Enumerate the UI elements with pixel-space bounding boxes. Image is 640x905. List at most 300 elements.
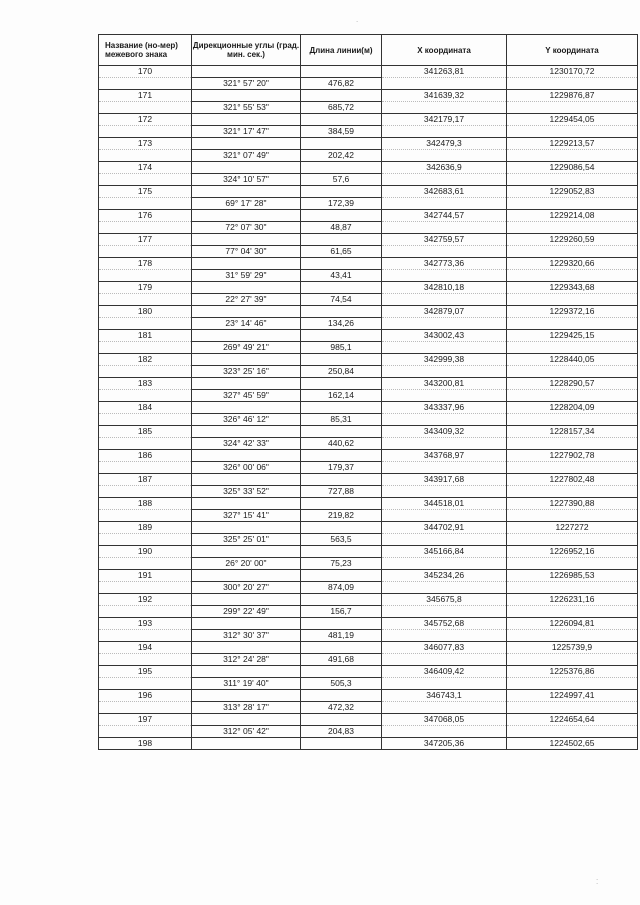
x-coordinate-cell: 342773,36 xyxy=(382,258,507,270)
empty-cell xyxy=(301,210,382,222)
header-length: Длина линии(м) xyxy=(301,35,382,66)
table-row-point xyxy=(99,162,638,174)
header-angle: Дирекционные углы (град. мин. сек.) xyxy=(192,35,301,66)
y-coordinate-cell: 1226952,16 xyxy=(507,546,638,558)
x-coordinate-cell: 343337,96 xyxy=(382,402,507,414)
y-coordinate-cell: 1229343,68 xyxy=(507,282,638,294)
empty-cell xyxy=(192,450,301,462)
empty-cell xyxy=(507,606,638,618)
empty-cell xyxy=(382,198,507,210)
empty-cell xyxy=(382,246,507,258)
empty-cell xyxy=(507,366,638,378)
x-coordinate-cell: 345166,84 xyxy=(382,546,507,558)
table-row-point xyxy=(99,282,638,294)
point-name-cell: 181 xyxy=(99,330,192,342)
empty-cell xyxy=(192,522,301,534)
direction-angle-cell: 311° 19' 40" xyxy=(192,678,301,690)
empty-cell xyxy=(99,534,192,546)
empty-cell xyxy=(301,138,382,150)
empty-cell xyxy=(382,78,507,90)
point-name-cell: 184 xyxy=(99,402,192,414)
direction-angle-cell: 23° 14' 46" xyxy=(192,318,301,330)
line-length-cell: 61,65 xyxy=(301,246,382,258)
header-y: Y координата xyxy=(507,35,638,66)
line-length-cell: 472,32 xyxy=(301,702,382,714)
x-coordinate-cell: 342759,57 xyxy=(382,234,507,246)
empty-cell xyxy=(507,558,638,570)
point-name-cell: 173 xyxy=(99,138,192,150)
empty-cell xyxy=(301,546,382,558)
table-row-point xyxy=(99,258,638,270)
y-coordinate-cell: 1229086,54 xyxy=(507,162,638,174)
point-name-cell: 178 xyxy=(99,258,192,270)
direction-angle-cell: 321° 55' 53" xyxy=(192,102,301,114)
empty-cell xyxy=(192,210,301,222)
direction-angle-cell: 327° 45' 59" xyxy=(192,390,301,402)
empty-cell xyxy=(192,642,301,654)
table-row-segment xyxy=(99,654,638,666)
x-coordinate-cell: 346743,1 xyxy=(382,690,507,702)
empty-cell xyxy=(192,258,301,270)
line-length-cell: 202,42 xyxy=(301,150,382,162)
table-row-segment xyxy=(99,510,638,522)
direction-angle-cell: 327° 15' 41" xyxy=(192,510,301,522)
empty-cell xyxy=(382,654,507,666)
empty-cell xyxy=(301,522,382,534)
direction-angle-cell: 312° 05' 42" xyxy=(192,726,301,738)
empty-cell xyxy=(301,714,382,726)
empty-cell xyxy=(99,294,192,306)
direction-angle-cell: 312° 24' 28" xyxy=(192,654,301,666)
empty-cell xyxy=(192,162,301,174)
empty-cell xyxy=(192,114,301,126)
direction-angle-cell: 313° 28' 17" xyxy=(192,702,301,714)
scan-speck: · xyxy=(356,18,359,26)
empty-cell xyxy=(507,726,638,738)
table-row-point xyxy=(99,642,638,654)
empty-cell xyxy=(99,318,192,330)
table-row-point xyxy=(99,570,638,582)
line-length-cell: 874,09 xyxy=(301,582,382,594)
empty-cell xyxy=(99,198,192,210)
table-header-row xyxy=(99,35,638,66)
empty-cell xyxy=(301,426,382,438)
direction-angle-cell: 326° 00' 06" xyxy=(192,462,301,474)
table-row-point xyxy=(99,378,638,390)
table-row-segment xyxy=(99,630,638,642)
line-length-cell: 491,68 xyxy=(301,654,382,666)
y-coordinate-cell: 1228204,09 xyxy=(507,402,638,414)
direction-angle-cell: 325° 25' 01" xyxy=(192,534,301,546)
y-coordinate-cell: 1224654,64 xyxy=(507,714,638,726)
y-coordinate-cell: 1229052,83 xyxy=(507,186,638,198)
empty-cell xyxy=(507,390,638,402)
table-row-point xyxy=(99,546,638,558)
empty-cell xyxy=(507,438,638,450)
x-coordinate-cell: 345675,8 xyxy=(382,594,507,606)
point-name-cell: 182 xyxy=(99,354,192,366)
direction-angle-cell: 312° 30' 37" xyxy=(192,630,301,642)
point-name-cell: 195 xyxy=(99,666,192,678)
line-length-cell: 505,3 xyxy=(301,678,382,690)
empty-cell xyxy=(507,342,638,354)
empty-cell xyxy=(99,150,192,162)
empty-cell xyxy=(382,366,507,378)
empty-cell xyxy=(301,498,382,510)
empty-cell xyxy=(507,270,638,282)
empty-cell xyxy=(99,390,192,402)
empty-cell xyxy=(192,90,301,102)
empty-cell xyxy=(382,438,507,450)
direction-angle-cell: 26° 20' 00" xyxy=(192,558,301,570)
table-row-point xyxy=(99,186,638,198)
direction-angle-cell: 323° 25' 16" xyxy=(192,366,301,378)
direction-angle-cell: 321° 17' 47" xyxy=(192,126,301,138)
empty-cell xyxy=(301,474,382,486)
x-coordinate-cell: 345752,68 xyxy=(382,618,507,630)
empty-cell xyxy=(507,78,638,90)
x-coordinate-cell: 347205,36 xyxy=(382,738,507,750)
line-length-cell: 134,26 xyxy=(301,318,382,330)
y-coordinate-cell: 1229372,16 xyxy=(507,306,638,318)
empty-cell xyxy=(301,282,382,294)
empty-cell xyxy=(99,606,192,618)
point-name-cell: 194 xyxy=(99,642,192,654)
point-name-cell: 198 xyxy=(99,738,192,750)
table-row-point xyxy=(99,66,638,78)
line-length-cell: 48,87 xyxy=(301,222,382,234)
boundary-coordinates-table xyxy=(98,34,638,750)
empty-cell xyxy=(382,222,507,234)
empty-cell xyxy=(507,510,638,522)
point-name-cell: 189 xyxy=(99,522,192,534)
empty-cell xyxy=(99,414,192,426)
y-coordinate-cell: 1224997,41 xyxy=(507,690,638,702)
empty-cell xyxy=(507,702,638,714)
point-name-cell: 174 xyxy=(99,162,192,174)
line-length-cell: 162,14 xyxy=(301,390,382,402)
empty-cell xyxy=(301,666,382,678)
table-row-segment xyxy=(99,486,638,498)
empty-cell xyxy=(99,462,192,474)
empty-cell xyxy=(192,234,301,246)
table-row-point xyxy=(99,690,638,702)
empty-cell xyxy=(301,402,382,414)
empty-cell xyxy=(301,618,382,630)
empty-cell xyxy=(507,294,638,306)
line-length-cell: 727,88 xyxy=(301,486,382,498)
table-row-segment xyxy=(99,318,638,330)
table-row-segment xyxy=(99,126,638,138)
x-coordinate-cell: 346077,83 xyxy=(382,642,507,654)
table-row-segment xyxy=(99,150,638,162)
x-coordinate-cell: 343917,68 xyxy=(382,474,507,486)
line-length-cell: 204,83 xyxy=(301,726,382,738)
empty-cell xyxy=(301,258,382,270)
line-length-cell: 985,1 xyxy=(301,342,382,354)
empty-cell xyxy=(192,330,301,342)
empty-cell xyxy=(192,738,301,750)
empty-cell xyxy=(301,450,382,462)
empty-cell xyxy=(192,354,301,366)
empty-cell xyxy=(192,378,301,390)
table-row-segment xyxy=(99,222,638,234)
empty-cell xyxy=(382,318,507,330)
y-coordinate-cell: 1227902,78 xyxy=(507,450,638,462)
empty-cell xyxy=(301,690,382,702)
table-row-segment xyxy=(99,606,638,618)
table-row-point xyxy=(99,90,638,102)
table-row-segment xyxy=(99,366,638,378)
line-length-cell: 85,31 xyxy=(301,414,382,426)
y-coordinate-cell: 1225739,9 xyxy=(507,642,638,654)
empty-cell xyxy=(99,366,192,378)
table-row-segment xyxy=(99,390,638,402)
empty-cell xyxy=(382,630,507,642)
empty-cell xyxy=(301,114,382,126)
direction-angle-cell: 69° 17' 28" xyxy=(192,198,301,210)
x-coordinate-cell: 344702,91 xyxy=(382,522,507,534)
table-row-point xyxy=(99,306,638,318)
empty-cell xyxy=(507,222,638,234)
empty-cell xyxy=(382,510,507,522)
point-name-cell: 193 xyxy=(99,618,192,630)
x-coordinate-cell: 343200,81 xyxy=(382,378,507,390)
table-row-segment xyxy=(99,534,638,546)
table-row-point xyxy=(99,594,638,606)
table-row-segment xyxy=(99,102,638,114)
point-name-cell: 177 xyxy=(99,234,192,246)
empty-cell xyxy=(192,474,301,486)
empty-cell xyxy=(192,570,301,582)
empty-cell xyxy=(192,666,301,678)
point-name-cell: 179 xyxy=(99,282,192,294)
y-coordinate-cell: 1229454,05 xyxy=(507,114,638,126)
empty-cell xyxy=(192,138,301,150)
point-name-cell: 185 xyxy=(99,426,192,438)
direction-angle-cell: 321° 07' 49" xyxy=(192,150,301,162)
point-name-cell: 196 xyxy=(99,690,192,702)
line-length-cell: 179,37 xyxy=(301,462,382,474)
y-coordinate-cell: 1230170,72 xyxy=(507,66,638,78)
x-coordinate-cell: 342810,18 xyxy=(382,282,507,294)
empty-cell xyxy=(99,246,192,258)
point-name-cell: 188 xyxy=(99,498,192,510)
empty-cell xyxy=(507,198,638,210)
table-row-point xyxy=(99,426,638,438)
empty-cell xyxy=(382,342,507,354)
line-length-cell: 156,7 xyxy=(301,606,382,618)
y-coordinate-cell: 1229425,15 xyxy=(507,330,638,342)
direction-angle-cell: 325° 33' 52" xyxy=(192,486,301,498)
y-coordinate-cell: 1227272 xyxy=(507,522,638,534)
point-name-cell: 187 xyxy=(99,474,192,486)
y-coordinate-cell: 1229260,59 xyxy=(507,234,638,246)
table-row-segment xyxy=(99,342,638,354)
point-name-cell: 180 xyxy=(99,306,192,318)
empty-cell xyxy=(192,498,301,510)
table-row-point xyxy=(99,402,638,414)
x-coordinate-cell: 342179,17 xyxy=(382,114,507,126)
point-name-cell: 170 xyxy=(99,66,192,78)
empty-cell xyxy=(382,558,507,570)
table-row-segment xyxy=(99,294,638,306)
empty-cell xyxy=(507,126,638,138)
empty-cell xyxy=(507,318,638,330)
empty-cell xyxy=(301,186,382,198)
y-coordinate-cell: 1229213,57 xyxy=(507,138,638,150)
table-row-point xyxy=(99,234,638,246)
empty-cell xyxy=(301,306,382,318)
x-coordinate-cell: 343002,43 xyxy=(382,330,507,342)
y-coordinate-cell: 1228290,57 xyxy=(507,378,638,390)
empty-cell xyxy=(99,486,192,498)
empty-cell xyxy=(301,570,382,582)
direction-angle-cell: 31° 59' 29" xyxy=(192,270,301,282)
table-row-segment xyxy=(99,582,638,594)
empty-cell xyxy=(192,66,301,78)
table-row-segment xyxy=(99,702,638,714)
empty-cell xyxy=(192,282,301,294)
y-coordinate-cell: 1226094,81 xyxy=(507,618,638,630)
y-coordinate-cell: 1227390,88 xyxy=(507,498,638,510)
scan-speck: ⁚ xyxy=(596,878,599,886)
table-row-segment xyxy=(99,462,638,474)
empty-cell xyxy=(507,486,638,498)
empty-cell xyxy=(507,414,638,426)
empty-cell xyxy=(507,462,638,474)
table-row-segment xyxy=(99,174,638,186)
point-name-cell: 176 xyxy=(99,210,192,222)
line-length-cell: 219,82 xyxy=(301,510,382,522)
empty-cell xyxy=(192,186,301,198)
empty-cell xyxy=(382,726,507,738)
point-name-cell: 190 xyxy=(99,546,192,558)
empty-cell xyxy=(99,510,192,522)
header-name: Название (но-мер) межевого знака xyxy=(99,35,192,66)
empty-cell xyxy=(507,678,638,690)
empty-cell xyxy=(382,678,507,690)
empty-cell xyxy=(382,390,507,402)
direction-angle-cell: 326° 46' 12" xyxy=(192,414,301,426)
empty-cell xyxy=(507,534,638,546)
empty-cell xyxy=(507,246,638,258)
empty-cell xyxy=(382,102,507,114)
y-coordinate-cell: 1226985,53 xyxy=(507,570,638,582)
empty-cell xyxy=(382,294,507,306)
header-x: Х координата xyxy=(382,35,507,66)
empty-cell xyxy=(382,582,507,594)
empty-cell xyxy=(99,654,192,666)
y-coordinate-cell: 1225376,86 xyxy=(507,666,638,678)
table-row-point xyxy=(99,522,638,534)
line-length-cell: 74,54 xyxy=(301,294,382,306)
x-coordinate-cell: 342744,57 xyxy=(382,210,507,222)
y-coordinate-cell: 1224502,65 xyxy=(507,738,638,750)
empty-cell xyxy=(301,90,382,102)
line-length-cell: 481,19 xyxy=(301,630,382,642)
x-coordinate-cell: 343409,32 xyxy=(382,426,507,438)
table-row-segment xyxy=(99,78,638,90)
empty-cell xyxy=(301,594,382,606)
point-name-cell: 183 xyxy=(99,378,192,390)
line-length-cell: 172,39 xyxy=(301,198,382,210)
x-coordinate-cell: 342479,3 xyxy=(382,138,507,150)
empty-cell xyxy=(99,726,192,738)
point-name-cell: 197 xyxy=(99,714,192,726)
table-body xyxy=(99,66,638,750)
table-row-segment xyxy=(99,414,638,426)
empty-cell xyxy=(99,342,192,354)
x-coordinate-cell: 342683,61 xyxy=(382,186,507,198)
table-row-point xyxy=(99,738,638,750)
y-coordinate-cell: 1228440,05 xyxy=(507,354,638,366)
line-length-cell: 57,6 xyxy=(301,174,382,186)
empty-cell xyxy=(507,630,638,642)
table-row-segment xyxy=(99,270,638,282)
empty-cell xyxy=(301,162,382,174)
x-coordinate-cell: 345234,26 xyxy=(382,570,507,582)
empty-cell xyxy=(192,426,301,438)
line-length-cell: 563,5 xyxy=(301,534,382,546)
y-coordinate-cell: 1229320,66 xyxy=(507,258,638,270)
line-length-cell: 440,62 xyxy=(301,438,382,450)
point-name-cell: 172 xyxy=(99,114,192,126)
empty-cell xyxy=(99,630,192,642)
empty-cell xyxy=(192,306,301,318)
empty-cell xyxy=(507,654,638,666)
empty-cell xyxy=(99,582,192,594)
direction-angle-cell: 321° 57' 20" xyxy=(192,78,301,90)
line-length-cell: 75,23 xyxy=(301,558,382,570)
line-length-cell: 43,41 xyxy=(301,270,382,282)
point-name-cell: 171 xyxy=(99,90,192,102)
direction-angle-cell: 299° 22' 49" xyxy=(192,606,301,618)
empty-cell xyxy=(301,354,382,366)
direction-angle-cell: 300° 20' 27" xyxy=(192,582,301,594)
empty-cell xyxy=(382,702,507,714)
x-coordinate-cell: 342879,07 xyxy=(382,306,507,318)
empty-cell xyxy=(99,222,192,234)
x-coordinate-cell: 344518,01 xyxy=(382,498,507,510)
empty-cell xyxy=(99,558,192,570)
table-row-point xyxy=(99,114,638,126)
table-row-segment xyxy=(99,678,638,690)
direction-angle-cell: 22° 27' 39" xyxy=(192,294,301,306)
empty-cell xyxy=(382,462,507,474)
empty-cell xyxy=(301,330,382,342)
empty-cell xyxy=(192,618,301,630)
empty-cell xyxy=(99,702,192,714)
direction-angle-cell: 324° 42' 33" xyxy=(192,438,301,450)
direction-angle-cell: 324° 10' 57" xyxy=(192,174,301,186)
empty-cell xyxy=(507,582,638,594)
table-row-point xyxy=(99,498,638,510)
x-coordinate-cell: 342636,9 xyxy=(382,162,507,174)
empty-cell xyxy=(301,642,382,654)
table-row-point xyxy=(99,138,638,150)
line-length-cell: 685,72 xyxy=(301,102,382,114)
empty-cell xyxy=(301,378,382,390)
empty-cell xyxy=(382,534,507,546)
empty-cell xyxy=(99,102,192,114)
point-name-cell: 192 xyxy=(99,594,192,606)
empty-cell xyxy=(192,594,301,606)
empty-cell xyxy=(507,102,638,114)
table-row-segment xyxy=(99,438,638,450)
x-coordinate-cell: 346409,42 xyxy=(382,666,507,678)
x-coordinate-cell: 341263,81 xyxy=(382,66,507,78)
